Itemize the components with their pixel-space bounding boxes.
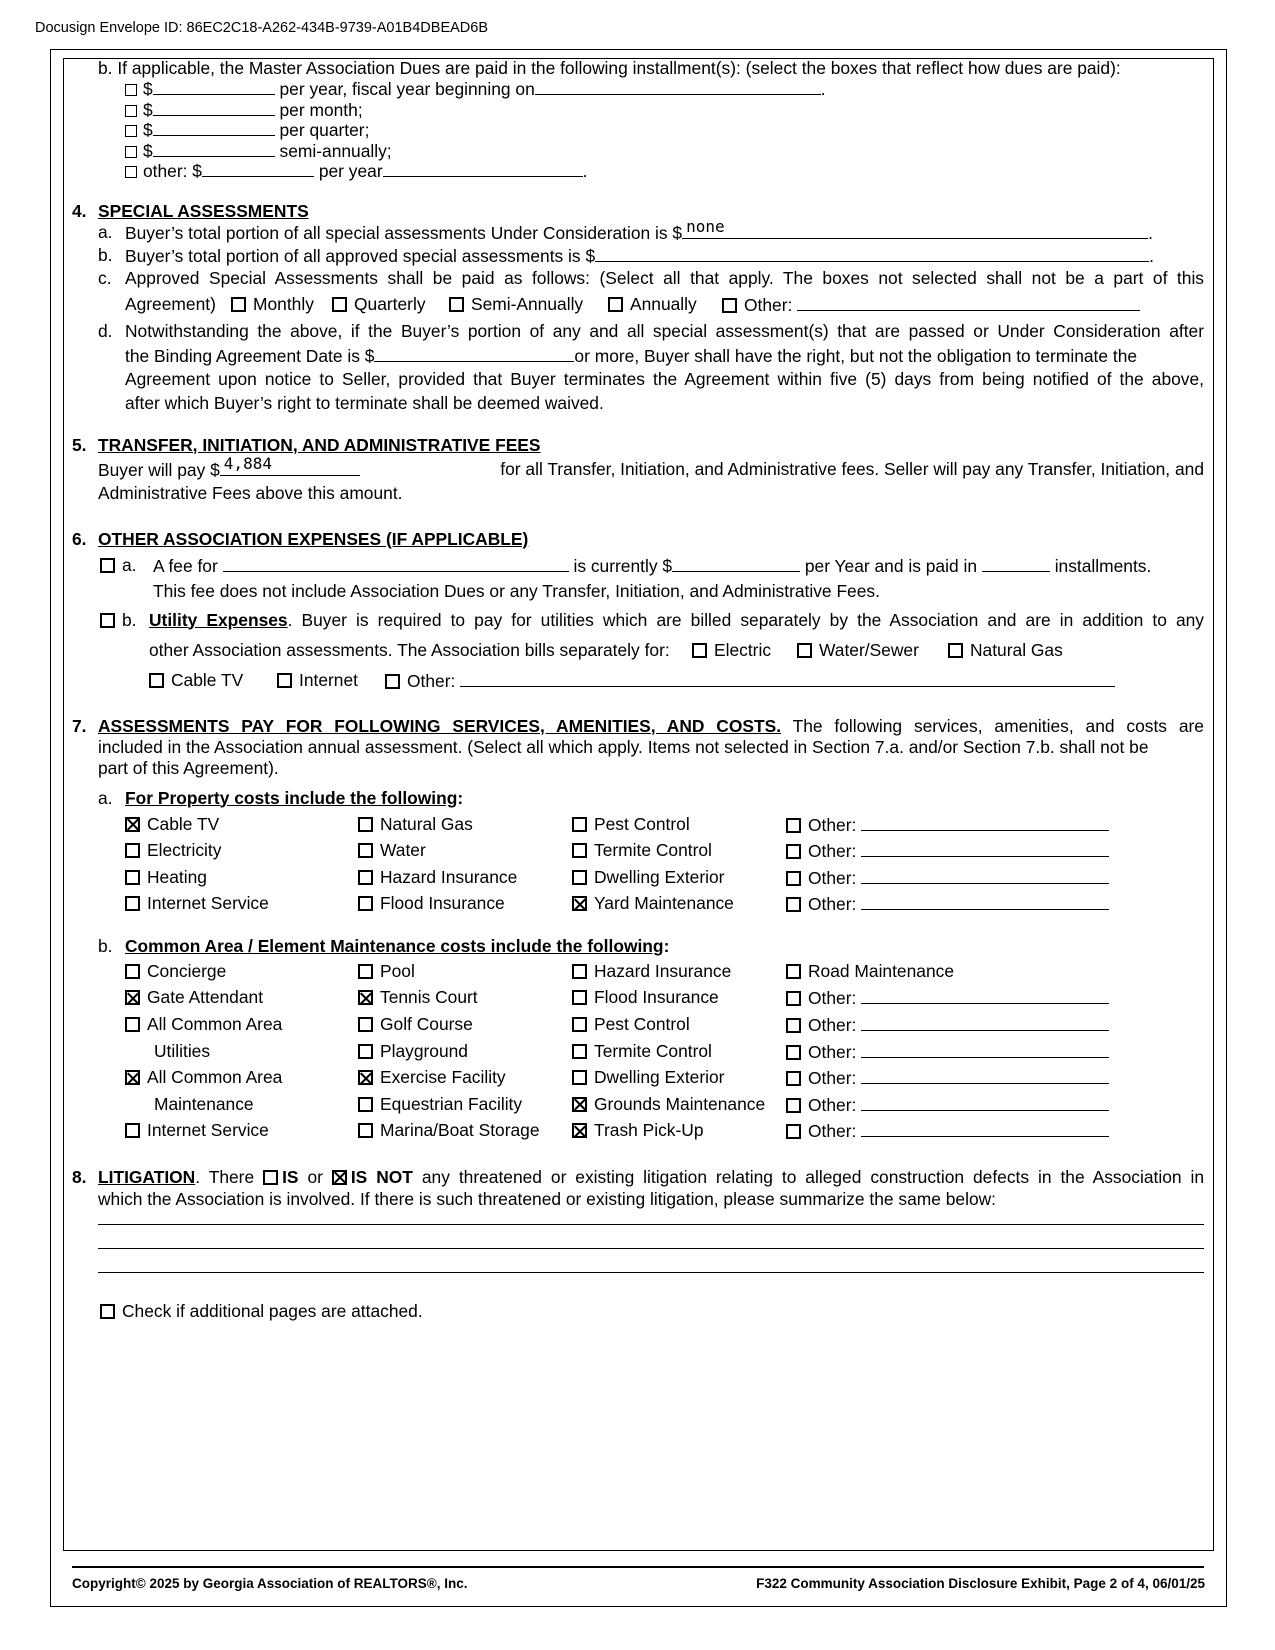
common-area-other-option[interactable]: Other: [786,1120,1109,1142]
common-area-marina-boat-storage-option[interactable]: Marina/Boat Storage [358,1120,540,1141]
property-cost-cable-tv-checkbox[interactable] [125,817,140,832]
common-area-pool-checkbox[interactable] [358,964,373,979]
common-area-tennis-court-checkbox[interactable] [358,990,373,1005]
litigation-is-not-checkbox[interactable] [332,1170,347,1185]
form-content [72,58,1204,1323]
section-3b-intro: b. If applicable, the Master Association Dues are paid in the following installment(s): (select the boxes that reflect how dues are paid): [98,58,1121,78]
utility-other-option[interactable]: Other: [385,670,1115,692]
common-area-exercise-facility-checkbox[interactable] [358,1070,373,1085]
section-3b-installments [98,78,1204,181]
section-8-line1: 8. LITIGATION. There IS or IS NOT any threatened or existing litigation relating to alleged construction defects in the Association in [72,1166,1204,1187]
property-cost-other-option[interactable]: Other: [786,814,1109,836]
common-area-flood-insurance-option[interactable]: Flood Insurance [572,987,719,1008]
section-4c-line1: c. Approved Special Assessments shall be paid as follows: (Select all that apply. The boxes not selected shall not be a part of this [98,267,1204,288]
installment-per-month-amount[interactable] [153,99,275,116]
property-cost-other-checkbox[interactable] [786,844,801,859]
common-area-pool-option[interactable]: Pool [358,961,415,982]
property-cost-yard-maintenance-checkbox[interactable] [572,896,587,911]
common-area-grounds-maintenance-option[interactable]: Grounds Maintenance [572,1094,765,1115]
installment-other-amount[interactable] [202,160,314,177]
common-area-road-maintenance-checkbox[interactable] [786,964,801,979]
section-7b-heading: b. Common Area / Element Maintenance costs include the following: [98,935,670,956]
common-area-other-field[interactable] [861,1067,1109,1084]
monthly-checkbox[interactable] [231,297,246,312]
common-area-termite-control-option[interactable]: Termite Control [572,1041,712,1062]
property-cost-hazard-insurance-option[interactable]: Hazard Insurance [358,867,517,888]
property-cost-internet-service-option[interactable]: Internet Service [125,893,269,914]
installment-per-quarter-amount[interactable] [153,119,275,136]
common-area-marina-boat-storage-checkbox[interactable] [358,1123,373,1138]
common-area-other-checkbox[interactable] [786,1098,801,1113]
property-cost-yard-maintenance-option[interactable]: Yard Maintenance [572,893,734,914]
installment-semi-annually-checkbox[interactable] [125,146,137,158]
fiscal-year-start-field[interactable] [535,78,821,95]
section-7-heading: 7. ASSESSMENTS PAY FOR FOLLOWING SERVICES, AMENITIES, AND COSTS. The following services, amenities, and costs are [72,715,1204,736]
common-area-maintenance-label: Maintenance [154,1093,254,1114]
common-area-other-checkbox[interactable] [786,1045,801,1060]
common-area-golf-course-checkbox[interactable] [358,1017,373,1032]
property-cost-electricity-checkbox[interactable] [125,843,140,858]
natural-gas-checkbox[interactable] [948,643,963,658]
property-cost-heating-checkbox[interactable] [125,870,140,885]
quarterly-checkbox[interactable] [332,297,347,312]
property-cost-pest-control-option[interactable]: Pest Control [572,814,690,835]
common-area-other-field[interactable] [861,987,1109,1004]
common-area-flood-insurance-checkbox[interactable] [572,990,587,1005]
utility-expenses-checkbox[interactable] [100,613,115,628]
section-6b-line3 [72,670,1204,698]
common-area-other-option[interactable]: Other: [786,1041,1109,1063]
special-assessments-under-consideration-field[interactable]: none [682,222,1148,239]
common-area-gate-attendant-option[interactable]: Gate Attendant [125,987,263,1008]
other-checkbox[interactable] [722,298,737,313]
cable-tv-checkbox[interactable] [149,673,164,688]
additional-pages-row: Check if additional pages are attached. [72,1301,1204,1323]
installment-per-month: $ per month; [125,99,1204,120]
section-7-intro3: part of this Agreement). [98,757,279,778]
fee-for-field[interactable] [223,555,569,572]
common-area-all-common-area-checkbox[interactable] [125,1017,140,1032]
property-costs-row [72,867,1204,894]
installment-per-year-checkbox[interactable] [125,84,137,96]
section-5-line1: Buyer will pay $ 4,884 for all Transfer, Initiation, and Administrative fees. Seller will pay any Transfer, Initiation, and [98,453,1204,480]
semi-annually-checkbox[interactable] [449,297,464,312]
property-cost-cable-tv-option[interactable]: Cable TV [125,814,219,835]
internet-checkbox[interactable] [277,673,292,688]
footer-copyright: Copyright© 2025 by Georgia Association of REALTORS®, Inc. [72,1576,468,1591]
approved-special-assessments-field[interactable] [595,245,1149,262]
utility-internet-option[interactable]: Internet [277,670,358,691]
common-area-internet-service-option[interactable]: Internet Service [125,1120,269,1141]
common-area-concierge-option[interactable]: Concierge [125,961,226,982]
common-area-all-common-area-option[interactable]: All Common Area [125,1067,282,1088]
special-assessment-monthly-option[interactable]: Monthly [231,294,314,315]
installment-per-quarter-checkbox[interactable] [125,125,137,137]
section-5-heading: 5. TRANSFER, INITIATION, AND ADMINISTRATIVE FEES [72,434,541,455]
common-area-pest-control-checkbox[interactable] [572,1017,587,1032]
installment-other-checkbox[interactable] [125,166,137,178]
special-assessment-semi-annually-option[interactable]: Semi-Annually [449,294,583,315]
property-cost-flood-insurance-checkbox[interactable] [358,896,373,911]
section-4-special-assessments [72,201,1204,417]
association-fee-checkbox[interactable] [100,558,115,573]
section-4d: d. Notwithstanding the above, if the Buyer’s portion of any and all special assessment(s) that are passed or Under Consideration after the Binding Agreement Date is $ or more, Buyer shall have the right, but not the obligation to terminate the Agreement upon notice to Seller, provided that Buyer terminates the Agreement within five (5) days from being notified of the above, after which Buyer’s right to terminate shall be deemed waived. [98,320,1204,413]
common-area-hazard-insurance-option[interactable]: Hazard Insurance [572,961,731,982]
property-cost-heating-option[interactable]: Heating [125,867,207,888]
property-cost-natural-gas-checkbox[interactable] [358,817,373,832]
installment-semi-annually: $ semi-annually; [125,140,1204,161]
docusign-envelope-id: Docusign Envelope ID: 86EC2C18-A262-434B-9739-A01B4DBEAD6B [35,20,488,36]
fee-amount-field[interactable] [672,555,800,572]
property-costs-row [72,840,1204,867]
installment-per-year: $ per year, fiscal year beginning on . [125,78,1204,99]
property-cost-other-option[interactable]: Other: [786,840,1109,862]
property-cost-other-field[interactable] [861,867,1109,884]
special-assessment-other-field[interactable] [797,294,1140,311]
section-6a-line2: This fee does not include Association Dues or any Transfer, Initiation, and Administrative Fees. [153,580,880,601]
property-cost-other-checkbox[interactable] [786,871,801,886]
property-cost-dwelling-exterior-option[interactable]: Dwelling Exterior [572,867,724,888]
property-cost-hazard-insurance-checkbox[interactable] [358,870,373,885]
property-cost-electricity-option[interactable]: Electricity [125,840,221,861]
section-6-heading: 6. OTHER ASSOCIATION EXPENSES (IF APPLICABLE) [72,528,529,549]
section-8-line2: which the Association is involved. If there is such threatened or existing litigation, please summarize the same below: [98,1188,997,1209]
section-6b-line2: other Association assessments. The Association bills separately for: Electric Water/Sewer Natural Gas [149,639,1063,660]
special-assessment-annually-option[interactable]: Annually [608,294,697,315]
common-area-other-option[interactable]: Other: [786,1094,1109,1116]
common-area-golf-course-option[interactable]: Golf Course [358,1014,473,1035]
common-area-grounds-maintenance-checkbox[interactable] [572,1097,587,1112]
section-8-litigation [72,1167,1204,1323]
common-area-other-checkbox[interactable] [786,1018,801,1033]
footer-rule [72,1566,1204,1568]
installment-semi-annually-amount[interactable] [153,140,275,157]
electric-checkbox[interactable] [692,643,707,658]
section-5-transfer-fees [72,435,1204,507]
common-area-termite-control-checkbox[interactable] [572,1044,587,1059]
footer-form-id: F322 Community Association Disclosure Exhibit, Page 2 of 4, 06/01/25 [756,1576,1205,1591]
property-cost-other-field[interactable] [861,814,1109,831]
installment-per-month-checkbox[interactable] [125,105,137,117]
section-3b [72,58,1204,181]
property-costs-row [72,814,1204,841]
common-area-dwelling-exterior-option[interactable]: Dwelling Exterior [572,1067,724,1088]
common-area-other-field[interactable] [861,1041,1109,1058]
property-costs-grid [72,814,1204,920]
installment-other-period[interactable] [383,160,583,177]
common-area-road-maintenance-option[interactable]: Road Maintenance [786,961,954,982]
common-area-other-option[interactable]: Other: [786,1014,1109,1036]
installment-per-quarter: $ per quarter; [125,119,1204,140]
termination-threshold-field[interactable] [374,345,574,362]
common-area-other-checkbox[interactable] [786,1071,801,1086]
common-area-dwelling-exterior-checkbox[interactable] [572,1070,587,1085]
additional-pages-checkbox[interactable] [100,1304,115,1319]
common-area-internet-service-checkbox[interactable] [125,1123,140,1138]
buyer-transfer-fee-amount-field[interactable]: 4,884 [220,459,360,476]
litigation-summary-lines [72,1211,1204,1301]
litigation-summary-line-3[interactable] [98,1211,1204,1273]
annually-checkbox[interactable] [608,297,623,312]
common-area-concierge-checkbox[interactable] [125,964,140,979]
common-area-other-field[interactable] [861,1094,1109,1111]
common-area-all-common-area-checkbox[interactable] [125,1070,140,1085]
special-assessment-other-option[interactable]: Other: [722,294,1140,316]
property-cost-flood-insurance-option[interactable]: Flood Insurance [358,893,505,914]
property-cost-other-field[interactable] [861,893,1109,910]
common-area-other-field[interactable] [861,1120,1109,1137]
common-area-playground-option[interactable]: Playground [358,1041,468,1062]
utility-natural-gas-option[interactable]: Natural Gas [948,640,1063,661]
common-area-trash-pick-up-option[interactable]: Trash Pick-Up [572,1120,704,1141]
section-7-intro2: included in the Association annual assessment. (Select all which apply. Items not selected in Section 7.a. and/or Section 7.b. shall not be [98,736,1149,757]
property-cost-natural-gas-option[interactable]: Natural Gas [358,814,473,835]
common-area-tennis-court-option[interactable]: Tennis Court [358,987,478,1008]
section-7a-heading: a. For Property costs include the following: [98,787,464,808]
property-costs-row [72,893,1204,920]
common-area-exercise-facility-option[interactable]: Exercise Facility [358,1067,506,1088]
property-cost-water-checkbox[interactable] [358,843,373,858]
property-cost-termite-control-checkbox[interactable] [572,843,587,858]
section-5-line2: Administrative Fees above this amount. [98,482,403,503]
property-cost-water-option[interactable]: Water [358,840,426,861]
utility-other-checkbox[interactable] [385,674,400,689]
property-cost-pest-control-checkbox[interactable] [572,817,587,832]
property-cost-other-option[interactable]: Other: [786,867,1109,889]
section-6a: a. A fee for is currently $ per Year and is paid in installments. [72,555,1204,581]
common-area-other-option[interactable]: Other: [786,1067,1109,1089]
section-6b: b. Utility Expenses. Buyer is required to pay for utilities which are billed separately by the Association and are in addition to any [72,610,1204,640]
utility-electric-option[interactable]: Electric [692,640,771,661]
litigation-is-checkbox[interactable] [263,1170,278,1185]
common-area-other-checkbox[interactable] [786,1124,801,1139]
installment-per-year-amount[interactable] [153,78,275,95]
fee-installments-field[interactable] [982,555,1050,572]
property-cost-other-checkbox[interactable] [786,897,801,912]
property-cost-other-option[interactable]: Other: [786,893,1109,915]
section-6-other-expenses [72,529,1204,698]
common-area-other-checkbox[interactable] [786,991,801,1006]
common-area-other-option[interactable]: Other: [786,987,1109,1009]
section-4a: a. Buyer’s total portion of all special assessments Under Consideration is $ none . [98,216,1153,243]
utility-water-sewer-option[interactable]: Water/Sewer [797,640,919,661]
common-area-playground-checkbox[interactable] [358,1044,373,1059]
common-area-pest-control-option[interactable]: Pest Control [572,1014,690,1035]
common-area-other-field[interactable] [861,1014,1109,1031]
property-cost-internet-service-checkbox[interactable] [125,896,140,911]
section-4b: b. Buyer’s total portion of all approved special assessments is $ . [98,244,1154,266]
section-7-assessments [72,716,1204,1147]
property-cost-dwelling-exterior-checkbox[interactable] [572,870,587,885]
section-4-heading: 4. SPECIAL ASSESSMENTS [72,200,309,221]
common-area-costs-grid [72,961,1204,1147]
common-area-trash-pick-up-checkbox[interactable] [572,1123,587,1138]
common-area-utilities-label: Utilities [154,1040,211,1061]
utility-other-field[interactable] [460,670,1115,687]
common-area-gate-attendant-checkbox[interactable] [125,990,140,1005]
common-area-equestrian-facility-option[interactable]: Equestrian Facility [358,1094,522,1115]
utility-cable-tv-option[interactable]: Cable TV [149,670,243,691]
water-sewer-checkbox[interactable] [797,643,812,658]
property-cost-other-field[interactable] [861,840,1109,857]
common-area-hazard-insurance-checkbox[interactable] [572,964,587,979]
common-area-all-common-area-option[interactable]: All Common Area [125,1014,282,1035]
property-cost-other-checkbox[interactable] [786,818,801,833]
common-area-equestrian-facility-checkbox[interactable] [358,1097,373,1112]
property-cost-termite-control-option[interactable]: Termite Control [572,840,712,861]
installment-other: other: $ per year . [125,160,1204,181]
section-4c-options: Agreement) Monthly Quarterly Semi-Annually Annually Other: [72,294,1204,321]
special-assessment-quarterly-option[interactable]: Quarterly [332,294,426,315]
